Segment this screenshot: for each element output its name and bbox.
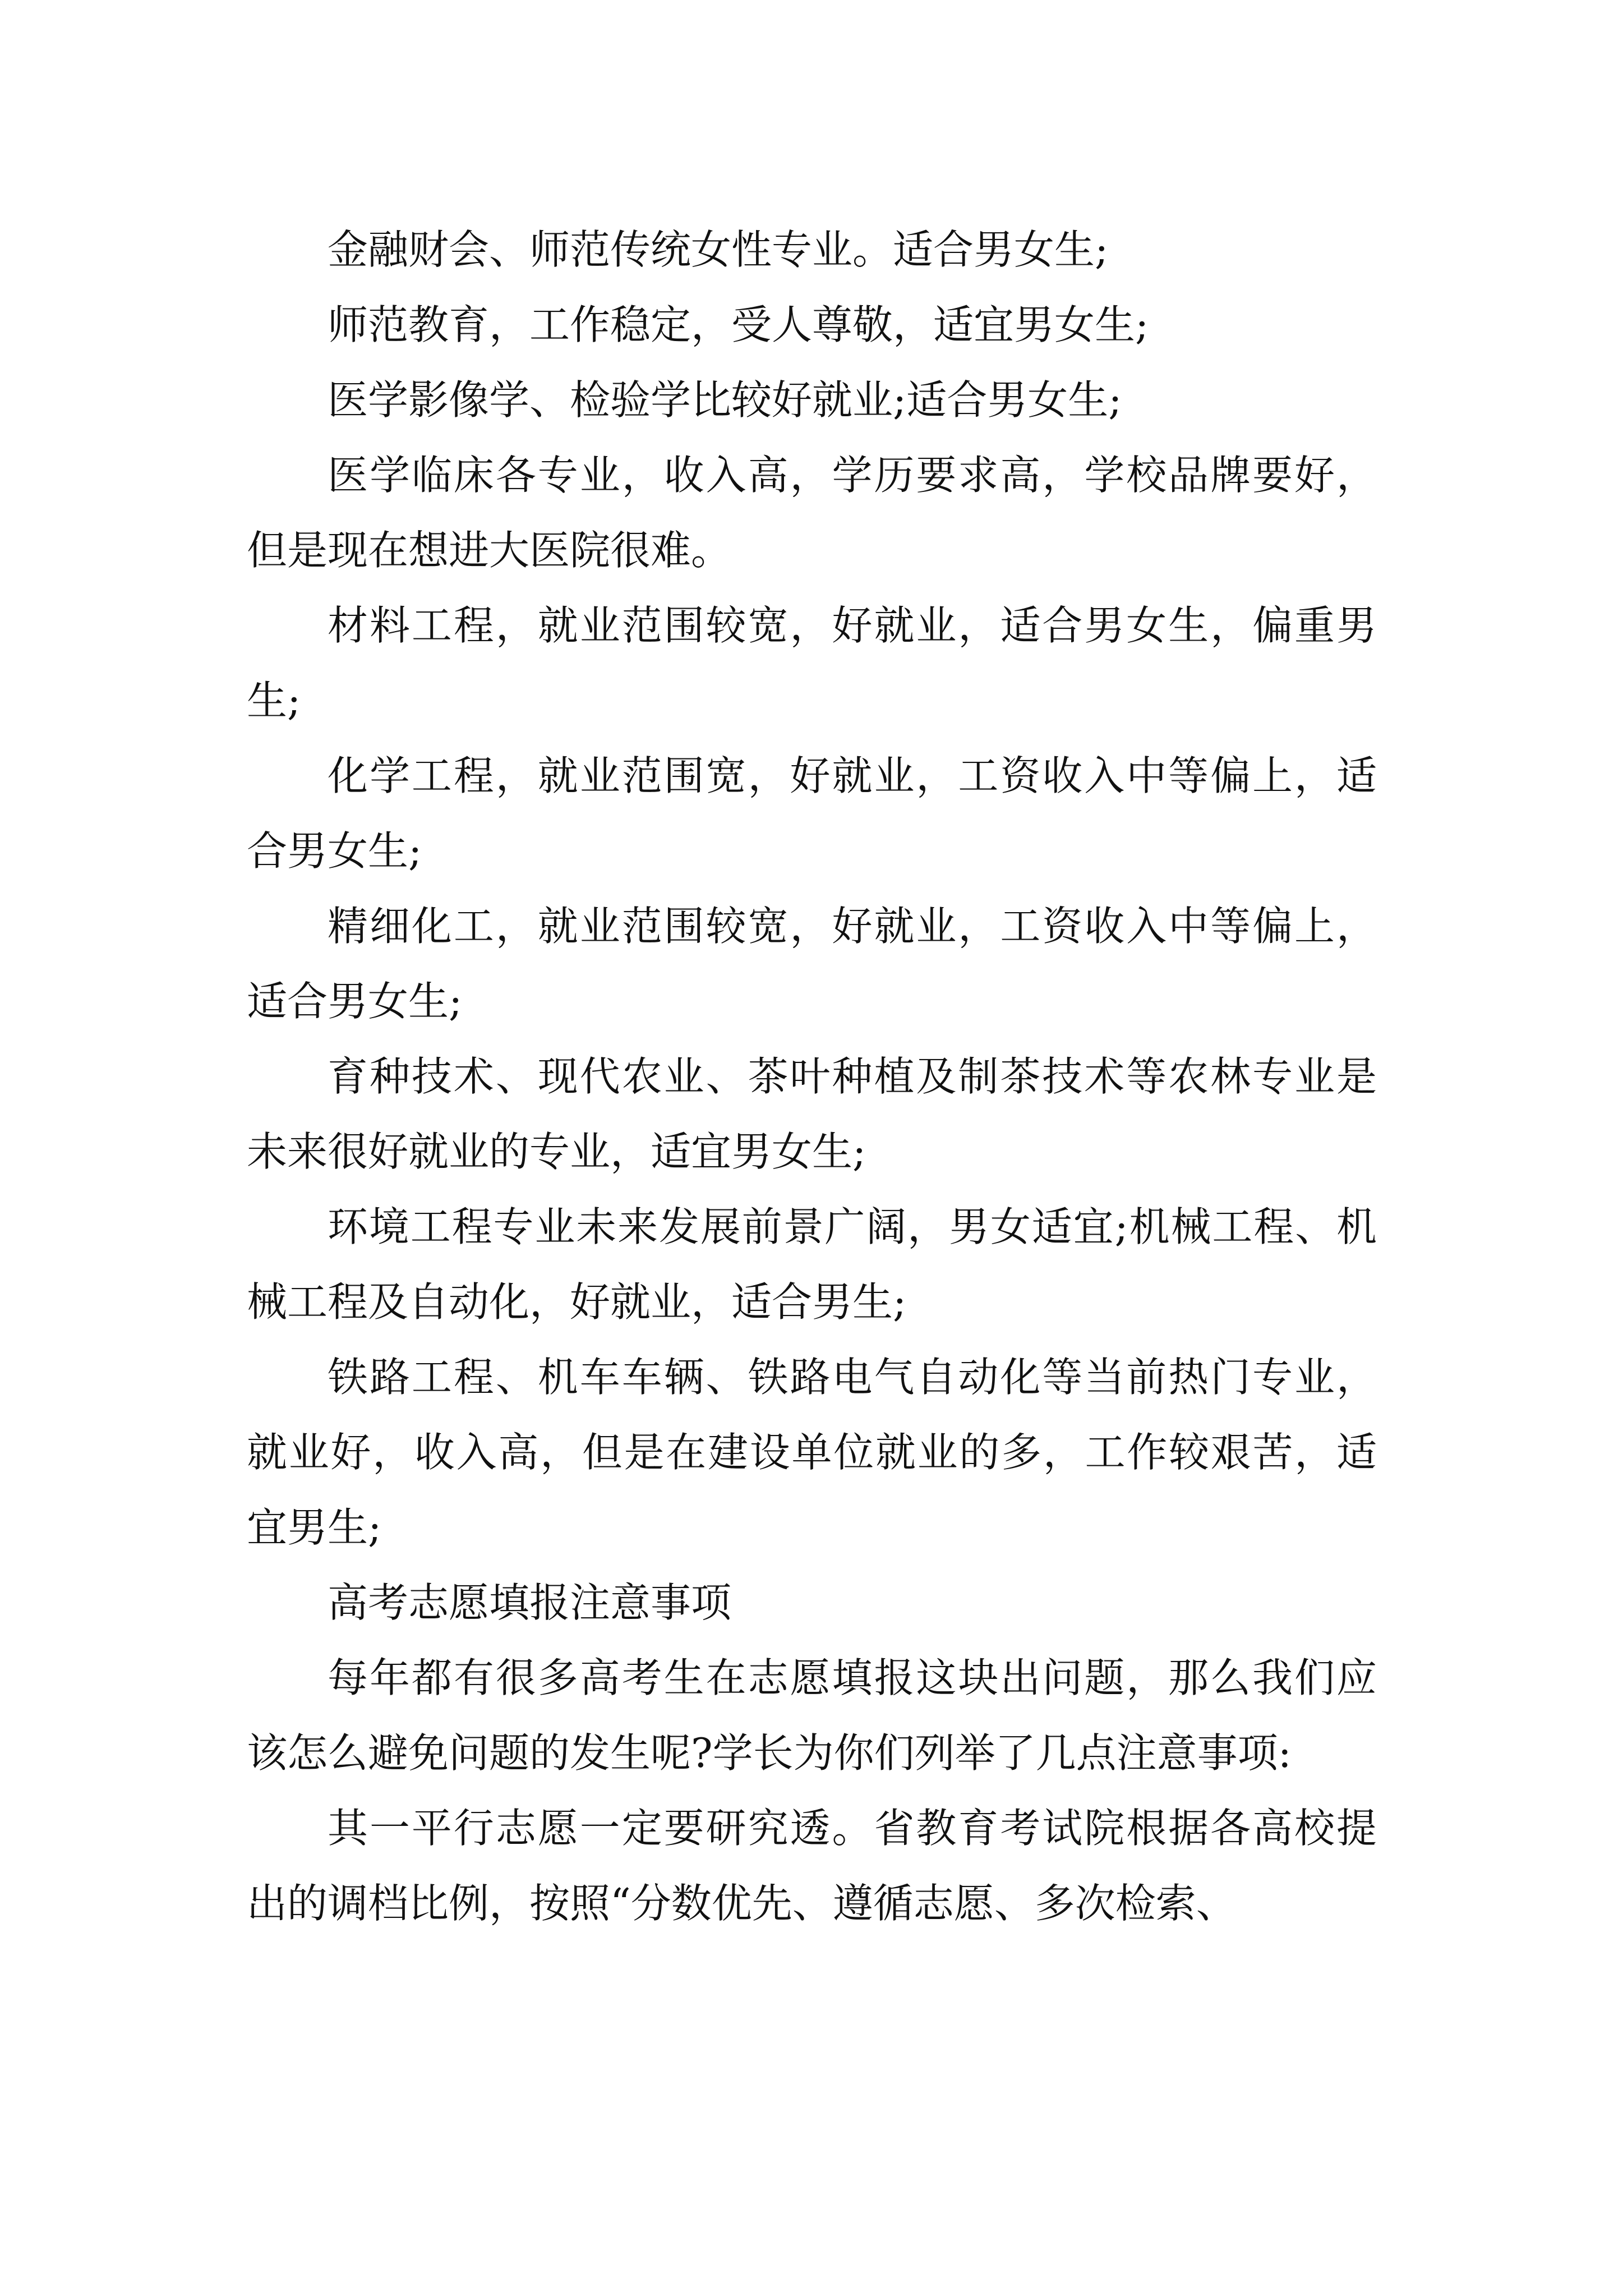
paragraph-fine-chemicals: 精细化工，就业范围较宽，好就业，工资收入中等偏上，适合男女生; (247, 903, 1377, 1025)
paragraph-materials-engineering: 材料工程，就业范围较宽，好就业，适合男女生，偏重男生; (247, 602, 1377, 724)
paragraph-parallel-choices: 其一平行志愿一定要研究透。省教育考试院根据各高校提出的调档比例，按照“分数优先、遵循志愿、多次检索、 (247, 1805, 1377, 1927)
paragraph-environmental-mechanical: 环境工程专业未来发展前景广阔，男女适宜;机械工程、机械工程及自动化，好就业，适合男生; (247, 1203, 1377, 1326)
document-body (247, 212, 1377, 1941)
section-heading-application-notes: 高考志愿填报注意事项 (328, 1579, 732, 1626)
paragraph-agriculture: 育种技术、现代农业、茶叶种植及制茶技术等农林专业是未来很好就业的专业，适宜男女生; (247, 1053, 1377, 1175)
paragraph-application-intro: 每年都有很多高考生在志愿填报这块出问题，那么我们应该怎么避免问题的发生呢?学长为你们列举了几点注意事项: (247, 1654, 1377, 1777)
paragraph-medical-imaging: 医学影像学、检验学比较好就业;适合男女生; (328, 376, 1122, 424)
paragraph-teacher-education: 师范教育，工作稳定，受人尊敬，适宜男女生; (328, 301, 1149, 348)
paragraph-chemical-engineering: 化学工程，就业范围宽，好就业，工资收入中等偏上，适合男女生; (247, 752, 1377, 875)
paragraph-clinical-medicine: 医学临床各专业，收入高，学历要求高，学校品牌要好，但是现在想进大医院很难。 (247, 452, 1377, 574)
paragraph-finance-teaching: 金融财会、师范传统女性专业。适合男女生; (328, 226, 1109, 273)
paragraph-railway-engineering: 铁路工程、机车车辆、铁路电气自动化等当前热门专业，就业好，收入高，但是在建设单位就业的多，工作较艰苦，适宜男生; (247, 1354, 1377, 1551)
